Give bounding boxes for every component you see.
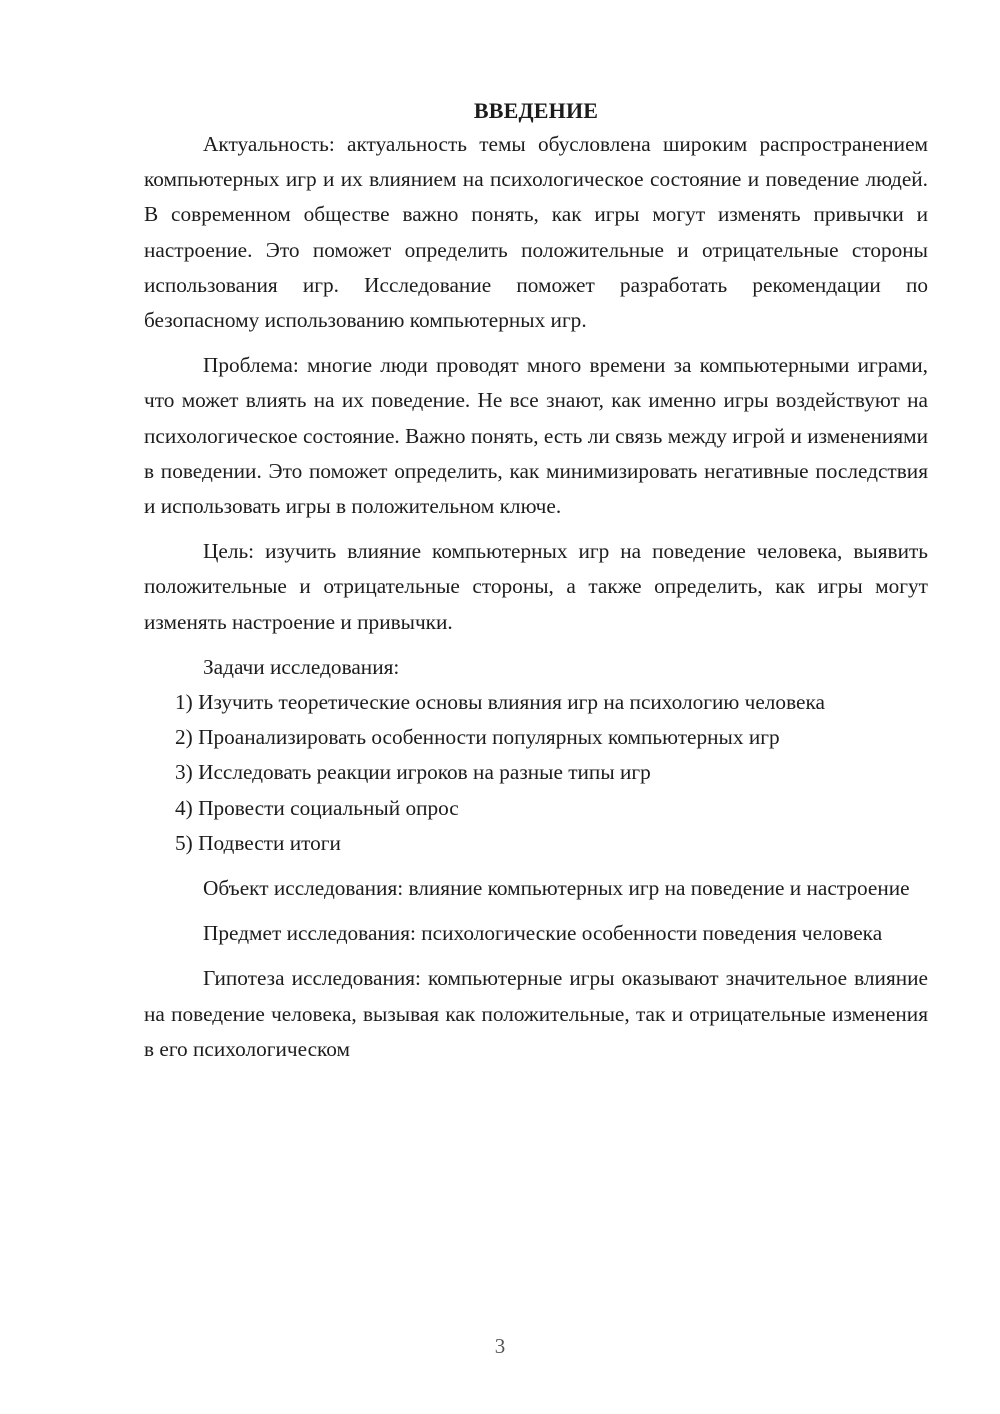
goal-paragraph: Цель: изучить влияние компьютерных игр на поведение человека, выявить положительные и отрицательные стороны, а также определить, как игры могут изменять настроение и привычки.	[144, 539, 928, 634]
hypothesis-paragraph: Гипотеза исследования: компьютерные игры оказывают значительное влияние на поведение человека, вызывая как положительные, так и отрицательные изменения в его психологическом	[144, 966, 928, 1061]
task-item-4: 4) Провести социальный опрос	[175, 795, 459, 820]
object-paragraph: Объект исследования: влияние компьютерных игр на поведение и настроение	[203, 876, 910, 901]
problem-paragraph: Проблема: многие люди проводят много времени за компьютерными играми, что может влиять на их поведение. Не все знают, как именно игры воздействуют на психологическое состояние. Важно понять, есть ли связь между игрой и изменениями в поведении. Это поможет определить, как минимизировать негативные последствия и использовать игры в положительном ключе.	[144, 353, 928, 519]
document-page	[144, 94, 928, 1067]
document-title: ВВЕДЕНИЕ	[473, 98, 599, 123]
task-item-2: 2) Проанализировать особенности популярных компьютерных игр	[175, 725, 780, 750]
tasks-heading: Задачи исследования:	[203, 654, 400, 679]
task-item-1: 1) Изучить теоретические основы влияния игр на психологию человека	[175, 690, 825, 715]
page-number: 3	[494, 1334, 506, 1358]
task-item-3: 3) Исследовать реакции игроков на разные типы игр	[175, 760, 651, 785]
task-item-5: 5) Подвести итоги	[175, 830, 341, 855]
relevance-paragraph: Актуальность: актуальность темы обусловлена широким распространением компьютерных игр и их влиянием на психологическое состояние и поведение людей. В современном обществе важно понять, как игры могут изменять привычки и настроение. Это поможет определить положительные и отрицательные стороны использования игр. Исследование поможет разработать рекомендации по безопасному использованию компьютерных игр.	[144, 132, 928, 333]
subject-paragraph: Предмет исследования: психологические особенности поведения человека	[203, 921, 883, 946]
